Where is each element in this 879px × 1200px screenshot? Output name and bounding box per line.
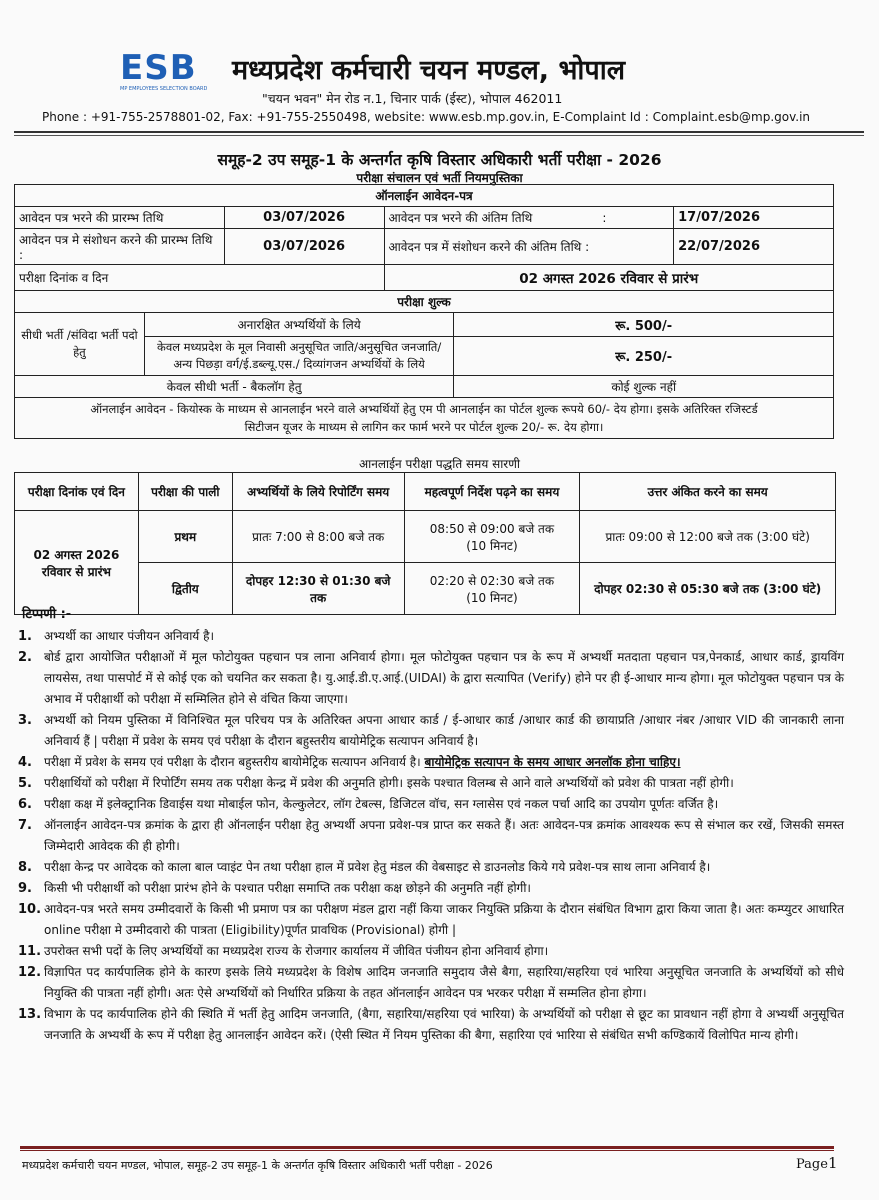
apply-start-value: 03/07/2026 [224, 207, 384, 229]
note-text: परीक्षा केन्द्र पर आवेदक को काला बाल प्वाइंट पेन तथा परीक्षा हाल में प्रवेश हेतु मंडल की वेबसाइट से डाउनलोड किये गये प्रवेश-पत्र साथ लाना अनिवार्य है। [44, 860, 711, 874]
note-number: 1. [18, 629, 32, 644]
document-subtitle: परीक्षा संचालन एवं भर्ती नियमपुस्तिका [356, 171, 523, 185]
esb-logo [120, 48, 208, 92]
page-number: Page1 [796, 1154, 838, 1172]
shift-name: द्वितीय [138, 563, 232, 615]
note-item [14, 647, 844, 710]
schedule-header-shift: परीक्षा की पाली [138, 473, 232, 511]
schedule-header-reporting: अभ्यर्थियों के लिये रिपोर्टिंग समय [232, 473, 404, 511]
note-text: परीक्षा में प्रवेश के समय एवं परीक्षा के दौरान बहुस्तरीय बायोमेट्रिक सत्यापन अनिवार्य है। बायोमेट्रिक सत्यापन के समय आधार अनलॉक होना चाहिए। [44, 755, 681, 769]
org-contact: Phone : +91-755-2578801-02, Fax: +91-755-2550498, website: www.esb.mp.gov.in, E-Complaint Id : Complaint.esb@mp.gov.in [42, 110, 811, 124]
note-number: 2. [18, 650, 32, 665]
header-rule-thin [14, 135, 864, 136]
footer-rule [20, 1146, 834, 1149]
note-number: 3. [18, 713, 32, 728]
correction-end-label: आवेदन पत्र में संशोधन करने की अंतिम तिथि : [384, 229, 674, 265]
shift-name: प्रथम [138, 511, 232, 563]
schedule-header-instructions: महत्वपूर्ण निर्देश पढ़ने का समय [404, 473, 580, 511]
note-number: 7. [18, 818, 32, 833]
application-info-table [14, 184, 834, 439]
notes-list [14, 626, 844, 1046]
note-item [14, 857, 844, 878]
note-text: ऑनलाईन आवेदन-पत्र क्रमांक के द्वारा ही ऑनलाईन परीक्षा हेतु अभ्यर्थी अपना प्रवेश-पत्र प्राप्त कर सकते हैं। अतः आवेदन-पत्र क्रमांक आवश्यक रूप से संभाल कर रखें, जिसकी समस्त जिम्मेदारी आवेदक की ही होगी। [44, 818, 844, 853]
note-item [14, 1004, 844, 1046]
org-address: "चयन भवन" मेन रोड न.1, चिनार पार्क (ईस्ट), भोपाल 462011 [262, 91, 563, 106]
logo-text: ESB [120, 48, 197, 88]
note-text: परीक्षा कक्ष में इलेक्ट्रानिक डिवाईस यथा मोबाईल फोन, केल्कुलेटर, लॉग टेबल्स, डिजिटल वॉच, सन ग्लासेस एवं नकल पर्चा आदि का उपयोग पूर्णतः वर्जित है। [44, 797, 719, 811]
note-number: 12. [18, 965, 42, 980]
notes-heading: टिप्पणी :- [22, 607, 72, 622]
note-item [14, 710, 844, 752]
note-item [14, 626, 844, 647]
note-item [14, 962, 844, 1004]
org-title: मध्यप्रदेश कर्मचारी चयन मण्डल, भोपाल [232, 55, 626, 86]
fee-row2-value: रू. 250/- [454, 337, 834, 376]
fee-portal-note: ऑनलाईन आवेदन - कियोस्क के माध्यम से आनलाईन भरने वाले अभ्यर्थियों हेतु एम पी आनलाईन का पोर्टल शुल्क रूपये 60/- देय होगा। इसके अतिरिक्त रजिस्टर्ड सिटीजन यूजर के माध्यम से लागिन कर फार्म भरने पर पोर्टल शुल्क 20/- रू. देय होगा। [15, 398, 834, 439]
note-number: 6. [18, 797, 32, 812]
exam-date-value: 02 अगस्त 2026 रविवार से प्रारंभ [384, 265, 833, 291]
schedule-date: 02 अगस्त 2026 रविवार से प्रारंभ [15, 511, 139, 615]
apply-end-value: 17/07/2026 [674, 207, 834, 229]
fee-row2-label: केवल मध्यप्रदेश के मूल निवासी अनुसूचित जाति/अनुसूचित जनजाति/ अन्य पिछड़ा वर्ग/ई.डब्ल्यू.एस./ दिव्यांगजन अभ्यर्थियों के लिये [144, 337, 454, 376]
note-number: 13. [18, 1007, 42, 1022]
schedule-header-date: परीक्षा दिनांक एवं दिन [15, 473, 139, 511]
note-number: 11. [18, 944, 42, 959]
note-text: परीक्षार्थियों को परीक्षा में रिपोर्टिंग समय तक परीक्षा केन्द्र में प्रवेश की अनुमति होगी। इसके पश्चात विलम्ब से आने वाले अभ्यर्थियों को प्रवेश की पात्रता नहीं होगी। [44, 776, 734, 790]
note-text: अभ्यर्थी को नियम पुस्तिका में विनिश्चित मूल परिचय पत्र के अतिरिक्त अपना आधार कार्ड / ई-आधार कार्ड /आधार कार्ड की छायाप्रति /आधार नंबर /आधार VID की जानकारी लाना अनिवार्य हैं | परीक्षा में प्रवेश के समय एवं परीक्षा के दौरान बहुस्तरीय बायोमेट्रिक सत्यापन अनिवार्य है। [44, 713, 844, 748]
note-text: उपरोक्त सभी पदों के लिए अभ्यर्थियों का मध्यप्रदेश राज्य के रोजगार कार्यालय में जीवित पंजीयन होना अनिवार्य होगा। [44, 944, 549, 958]
shift-reporting: प्रातः 7:00 से 8:00 बजे तक [232, 511, 404, 563]
note-emphasis: बायोमेट्रिक सत्यापन के समय आधार अनलॉक होना चाहिए। [424, 755, 681, 769]
shift-answer: प्रातः 09:00 से 12:00 बजे तक (3:00 घंटे) [580, 511, 836, 563]
footer-rule-thin [20, 1150, 834, 1151]
fee-header: परीक्षा शुल्क [15, 291, 834, 313]
exam-schedule-table [14, 472, 836, 615]
note-item [14, 773, 844, 794]
apply-start-label: आवेदन पत्र भरने की प्रारम्भ तिथि [15, 207, 225, 229]
fee-row1-label: अनारक्षित अभ्यर्थियों के लिये [144, 313, 454, 337]
note-item [14, 899, 844, 941]
schedule-header-answer: उत्तर अंकित करने का समय [580, 473, 836, 511]
schedule-row [15, 563, 836, 615]
shift-instructions: 02:20 से 02:30 बजे तक (10 मिनट) [404, 563, 580, 615]
exam-date-label: परीक्षा दिनांक व दिन [15, 265, 385, 291]
note-number: 9. [18, 881, 32, 896]
note-text: अभ्यर्थी का आधार पंजीयन अनिवार्य है। [44, 629, 214, 643]
apply-end-label: आवेदन पत्र भरने की अंतिम तिथि : [384, 207, 674, 229]
note-number: 10. [18, 902, 42, 917]
note-text: विज्ञापित पद कार्यपालिक होने के कारण इसके लिये मध्यप्रदेश के विशेष आदिम जनजाति समुदाय जैसे बैगा, सहारिया/सहरिया एवं भारिया अनुसूचित जनजाति के अभ्यर्थियों को सीधे नियुक्ति की पात्रता नहीं होगी। अतः ऐसे अभ्यर्थियों को निर्धारित प्रक्रिया के तहत ऑनलाईन आवेदन पत्र भरकर परीक्षा में सम्मलित होना होगा। [44, 965, 844, 1000]
schedule-caption: आनलाईन परीक्षा पद्धति समय सारणी [358, 457, 521, 471]
note-item [14, 878, 844, 899]
note-item [14, 794, 844, 815]
shift-answer: दोपहर 02:30 से 05:30 बजे तक (3:00 घंटे) [580, 563, 836, 615]
note-item [14, 815, 844, 857]
correction-end-value: 22/07/2026 [674, 229, 834, 265]
note-text: किसी भी परीक्षार्थी को परीक्षा प्रारंभ होने के पश्चात परीक्षा समाप्ति तक परीक्षा कक्ष छोड़ने की अनुमति नहीं होगी। [44, 881, 531, 895]
note-number: 8. [18, 860, 32, 875]
fee-row3-value: कोई शुल्क नहीं [454, 376, 834, 398]
shift-instructions: 08:50 से 09:00 बजे तक (10 मिनट) [404, 511, 580, 563]
logo-subtext: MP EMPLOYEES SELECTION BOARD [120, 86, 208, 92]
note-text: बोर्ड द्वारा आयोजित परीक्षाओं में मूल फोटोयुक्त पहचान पत्र लाना अनिवार्य होगा। मूल फोटोयुक्त पहचान पत्र के रूप में अभ्यर्थी मतदाता पहचान पत्र,पेनकार्ड, आधार कार्ड, ड्रायविंग लायसेस, तथा पासपोर्ट में से कोई एक को चयनित कर सकता है। यु.आई.डी.ए.आई.(UIDAI) के द्वारा सत्यापित (Verify) होने पर ही ई-आधार मान्य होगा। मूल फोटोयुक्त पहचान पत्र के अभाव में परीक्षार्थी को परीक्षा में सम्मिलित होने से वंचित किया जाएगा। [44, 650, 844, 706]
schedule-row [15, 511, 836, 563]
note-item [14, 752, 844, 773]
correction-start-value: 03/07/2026 [224, 229, 384, 265]
note-text: विभाग के पद कार्यपालिक होने की स्थिति में भर्ती हेतु आदिम जनजाति, (बैगा, सहारिया/सहरिया एवं भारिया) के अभ्यर्थियों को परीक्षा से छूट का प्रावधान नहीं होगा वे अभ्यर्थी अनुसूचित जनजाति के अभ्यर्थी के रूप में परीक्षा हेतु आनलाईन आवेदन करें। (ऐसी स्थित में नियम पुस्तिका की बैगा, सहारिया एवं भारिया से संबंधित सभी कण्डिकायें विलोपित मान्य होगी। [44, 1007, 844, 1042]
fee-row3-label: केवल सीधी भर्ती - बैकलॉग हेतु [15, 376, 454, 398]
correction-start-label: आवेदन पत्र मे संशोधन करने की प्रारम्भ तिथि : [15, 229, 225, 265]
document-title: समूह-2 उप समूह-1 के अन्तर्गत कृषि विस्तार अधिकारी भर्ती परीक्षा - 2026 [217, 151, 662, 169]
note-number: 4. [18, 755, 32, 770]
footer-text: मध्यप्रदेश कर्मचारी चयन मण्डल, भोपाल, समूह-2 उप समूह-1 के अन्तर्गत कृषि विस्तार अधिकारी भर्ती परीक्षा - 2026 [22, 1159, 493, 1172]
shift-reporting: दोपहर 12:30 से 01:30 बजे तक [232, 563, 404, 615]
header-rule [14, 131, 864, 133]
note-number: 5. [18, 776, 32, 791]
note-item [14, 941, 844, 962]
note-text: आवेदन-पत्र भरते समय उम्मीदवारों के किसी भी प्रमाण पत्र का परीक्षण मंडल द्वारा नहीं किया जाकर नियुक्ति प्रक्रिया के दौरान संबंधित विभाग द्वारा किया जाता है। अतः कम्प्युटर आधारित online परीक्षा मे उम्मीदवारो की पात्रता (Eligibility)पूर्णत प्रावधिक (Provisional) होगी | [44, 902, 844, 937]
fee-row1-value: रू. 500/- [454, 313, 834, 337]
fee-post-label: सीधी भर्ती /संविदा भर्ती पदो हेतु [15, 313, 145, 376]
online-application-header: ऑनलाईन आवेदन-पत्र [15, 185, 834, 207]
